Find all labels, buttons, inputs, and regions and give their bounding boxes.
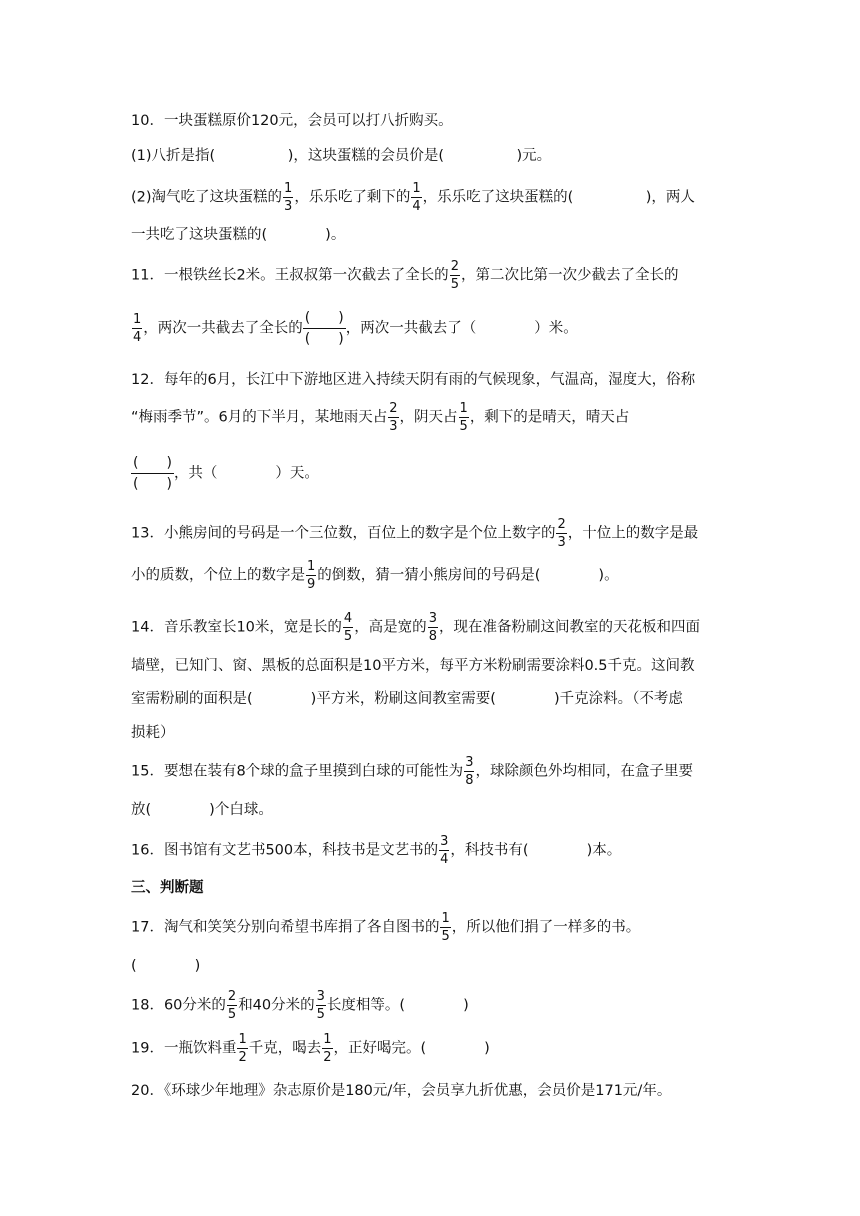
q14-line4: 损耗） xyxy=(131,725,175,741)
q10-line3-text-c: ，乐乐吃了这块蛋糕的( )，两人 xyxy=(422,189,695,206)
blank-numerator: ( ) xyxy=(303,311,346,329)
fraction-numerator: 1 xyxy=(133,312,142,327)
q11-line1-text-a: 11．一根铁丝长2米。王叔叔第一次截去了全长的 xyxy=(131,267,449,284)
fraction-numerator: 2 xyxy=(227,989,237,1004)
fraction-denominator: 8 xyxy=(465,773,474,788)
fraction-denominator: 3 xyxy=(284,199,293,214)
q10-fraction-2 xyxy=(411,182,421,213)
fraction-numerator: 3 xyxy=(428,611,437,626)
q11-fraction-2 xyxy=(132,313,142,344)
fraction-numerator: 1 xyxy=(412,181,421,196)
q12-line3-text: ，共（ ）天。 xyxy=(173,465,319,482)
fraction-denominator: 8 xyxy=(428,629,437,644)
q10-line3-text-b: ，乐乐吃了剩下的 xyxy=(294,189,411,206)
q19-line1-text-b: 千克，喝去 xyxy=(248,1040,322,1057)
q13-line2 xyxy=(131,560,619,591)
fraction-numerator: 2 xyxy=(450,259,459,274)
q14-line1-text-a: 14．音乐教室长10米，宽是长的 xyxy=(131,619,342,636)
blank-denominator: ( ) xyxy=(133,476,172,492)
fraction-numerator: 3 xyxy=(465,755,474,770)
fraction-denominator: 2 xyxy=(323,1050,332,1065)
q11-line1-text-b: ，第二次比第一次少截去了全长的 xyxy=(460,267,679,284)
q19-fraction-2 xyxy=(322,1033,332,1064)
q13-line1-text-b: ，十位上的数字是最 xyxy=(567,525,699,542)
q14-line2: 墙壁，已知门、窗、黑板的总面积是10平方米，每平方米粉刷需要涂料0.5千克。这间教 xyxy=(131,658,695,674)
q13-line2-text-a: 小的质数，个位上的数字是 xyxy=(131,567,305,584)
q17-line2: ( ) xyxy=(131,958,201,974)
q13-fraction-2 xyxy=(306,560,316,591)
fraction-denominator: 4 xyxy=(412,199,421,214)
q16-fraction-1 xyxy=(439,835,449,866)
fraction-denominator: 3 xyxy=(389,419,398,434)
q14-line1-text-b: ，高是宽的 xyxy=(354,619,427,636)
fraction-numerator: 2 xyxy=(389,401,398,416)
fraction-numerator: 1 xyxy=(284,181,293,196)
fraction-denominator: 4 xyxy=(133,330,142,345)
q13-line1-text-a: 13．小熊房间的号码是一个三位数，百位上的数字是个位上数字的 xyxy=(131,525,556,542)
q18-line1-text-c: 长度相等。( ) xyxy=(326,997,469,1014)
q12-blank-fraction xyxy=(131,456,174,491)
fraction-denominator: 9 xyxy=(307,577,316,592)
fraction-numerator: 3 xyxy=(316,989,325,1004)
fraction-numerator: 1 xyxy=(238,1032,247,1047)
fraction-denominator: 5 xyxy=(227,1007,237,1022)
q15-line1-text-a: 15．要想在装有8个球的盒子里摸到白球的可能性为 xyxy=(131,763,464,780)
q16-line1-text-a: 16．图书馆有文艺书500本，科技书是文艺书的 xyxy=(131,842,439,859)
q19-fraction-1 xyxy=(237,1033,247,1064)
q17-fraction-1 xyxy=(440,912,450,943)
q15-fraction-1 xyxy=(464,756,474,787)
q10-line2: (1)八折是指( )，这块蛋糕的会员价是( )元。 xyxy=(131,148,552,164)
q12-line3 xyxy=(131,456,319,491)
q12-fraction-1 xyxy=(388,402,398,433)
q11-line1 xyxy=(131,260,678,291)
q12-line2-text-b: ，阴天占 xyxy=(399,409,458,426)
q16-line1 xyxy=(131,835,621,866)
fraction-numerator: 3 xyxy=(440,834,449,849)
fraction-denominator: 5 xyxy=(459,419,468,434)
fraction-numerator: 1 xyxy=(441,911,450,926)
q11-line2 xyxy=(131,311,578,346)
fraction-denominator: 5 xyxy=(441,929,450,944)
q18-fraction-1 xyxy=(227,990,237,1021)
q15-line1 xyxy=(131,756,693,787)
q10-line3-text-a: (2)淘气吃了这块蛋糕的 xyxy=(131,189,283,206)
fraction-denominator: 3 xyxy=(557,535,566,550)
q13-fraction-1 xyxy=(556,518,566,549)
q12-fraction-2 xyxy=(459,402,469,433)
fraction-denominator: 5 xyxy=(450,277,459,292)
q14-line1 xyxy=(131,612,700,643)
fraction-denominator: 5 xyxy=(316,1007,325,1022)
fraction-numerator: 4 xyxy=(343,611,353,626)
q17-line1-text-b: ，所以他们捐了一样多的书。 xyxy=(451,919,641,936)
q11-blank-fraction xyxy=(303,311,346,346)
q18-line1 xyxy=(131,990,469,1021)
q14-line1-text-c: ，现在准备粉刷这间教室的天花板和四面 xyxy=(438,619,700,636)
q18-line1-text-b: 和40分米的 xyxy=(238,997,315,1014)
fraction-numerator: 2 xyxy=(557,517,566,532)
q12-line2 xyxy=(131,402,629,433)
q19-line1-text-a: 19．一瓶饮料重 xyxy=(131,1040,237,1057)
q16-line1-text-b: ，科技书有( )本。 xyxy=(450,842,622,859)
fraction-denominator: 2 xyxy=(238,1050,247,1065)
blank-numerator: ( ) xyxy=(131,456,174,474)
blank-denominator: ( ) xyxy=(304,331,344,347)
q12-line2-text-a: “梅雨季节”。6月的下半月，某地雨天占 xyxy=(131,409,388,426)
fraction-denominator: 4 xyxy=(440,852,449,867)
q19-line1-text-c: ，正好喝完。( ) xyxy=(333,1040,490,1057)
q13-line1 xyxy=(131,518,698,549)
q18-fraction-2 xyxy=(316,990,326,1021)
q17-line1-text-a: 17．淘气和笑笑分别向希望书库捐了各自图书的 xyxy=(131,919,440,936)
q11-line2-text-b: ，两次一共截去了（ ）米。 xyxy=(345,320,578,337)
q14-line3: 室需粉刷的面积是( )平方米，粉刷这间教室需要( )千克涂料。（不考虑 xyxy=(131,691,683,707)
q18-line1-text-a: 18．60分米的 xyxy=(131,997,226,1014)
q11-line2-text-a: ，两次一共截去了全长的 xyxy=(143,320,303,337)
q12-line2-text-c: ，剩下的是晴天，晴天占 xyxy=(469,409,630,426)
q13-line2-text-b: 的倒数，猜一猜小熊房间的号码是( )。 xyxy=(317,567,619,584)
q14-fraction-1 xyxy=(343,612,353,643)
q17-line1 xyxy=(131,912,640,943)
q14-fraction-2 xyxy=(428,612,438,643)
q20-line1: 20．《环球少年地理》杂志原价是180元/年，会员享九折优惠，会员价是171元/年。 xyxy=(131,1083,672,1099)
q12-line1: 12．每年的6月，长江中下游地区进入持续天阴有雨的气候现象，气温高，湿度大，俗称 xyxy=(131,372,696,388)
q10-line4: 一共吃了这块蛋糕的( )。 xyxy=(131,227,346,243)
q10-line3 xyxy=(131,182,695,213)
q10-fraction-1 xyxy=(283,182,293,213)
fraction-denominator: 5 xyxy=(343,629,353,644)
fraction-numerator: 1 xyxy=(459,401,468,416)
q10-line1: 10．一块蛋糕原价120元，会员可以打八折购买。 xyxy=(131,113,453,129)
q15-line1-text-b: ，球除颜色外均相同，在盒子里要 xyxy=(475,763,693,780)
q19-line1 xyxy=(131,1033,490,1064)
fraction-numerator: 1 xyxy=(323,1032,332,1047)
fraction-numerator: 1 xyxy=(307,559,316,574)
q11-fraction-1 xyxy=(450,260,460,291)
section-heading-judgment: 三、判断题 xyxy=(131,880,204,896)
q15-line2: 放( )个白球。 xyxy=(131,802,273,818)
